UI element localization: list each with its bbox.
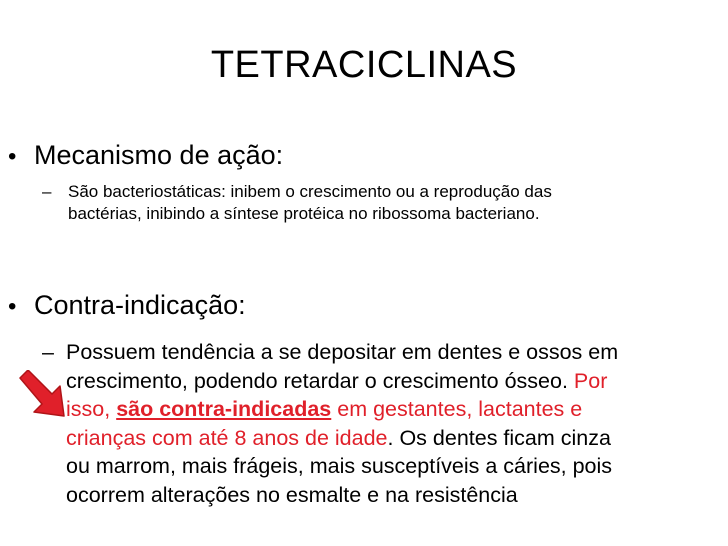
emphasis-span: são contra-indicadas: [116, 397, 332, 421]
bullet-contra-indicacao: [8, 290, 246, 321]
sub-bullet-text: [66, 338, 618, 509]
sub-bullet-line: [66, 395, 618, 424]
text-span: .: [561, 368, 574, 393]
highlight-span: isso,: [66, 397, 117, 421]
sub-bullet-text: [68, 181, 552, 225]
bullet-marker: •: [8, 143, 17, 170]
highlight-span: crianças com até 8 anos de idade: [66, 425, 388, 450]
text-span: . Os dentes ficam cinza: [387, 425, 611, 450]
red-arrow-icon: [18, 370, 70, 420]
sub-bullet-line: ocorrem alterações no esmalte e na resistência: [66, 482, 518, 507]
sub-bullet-line: ou marrom, mais frágeis, mais susceptíveis a cáries, pois: [66, 454, 613, 478]
sub-bullet-line: [66, 424, 618, 453]
sub-bullet-marker: –: [42, 182, 52, 201]
text-span: crescimento, podendo retardar o crescimento ósseo: [66, 368, 562, 393]
sub-bullet-line: [66, 367, 618, 396]
sub-bullet-line: Possuem tendência a se depositar em dentes e ossos em: [66, 340, 619, 364]
highlight-span: Por: [573, 368, 608, 393]
highlight-span: em gestantes, lactantes e: [331, 397, 583, 421]
slide-title: TETRACICLINAS: [210, 44, 518, 86]
sub-bullet-contra-indicacao: [42, 338, 618, 509]
sub-bullet-marker: –: [42, 340, 54, 364]
bullet-label: Contra-indicação:: [34, 290, 246, 320]
bullet-mecanismo: [8, 140, 283, 171]
sub-bullet-line: bactérias, inibindo a síntese protéica no ribossoma bacteriano.: [68, 204, 540, 223]
sub-bullet-mecanismo: [42, 181, 552, 225]
bullet-marker: •: [8, 293, 17, 320]
bullet-label: Mecanismo de ação:: [34, 140, 284, 170]
sub-bullet-line: São bacteriostáticas: inibem o crescimento ou a reprodução das: [68, 182, 552, 201]
